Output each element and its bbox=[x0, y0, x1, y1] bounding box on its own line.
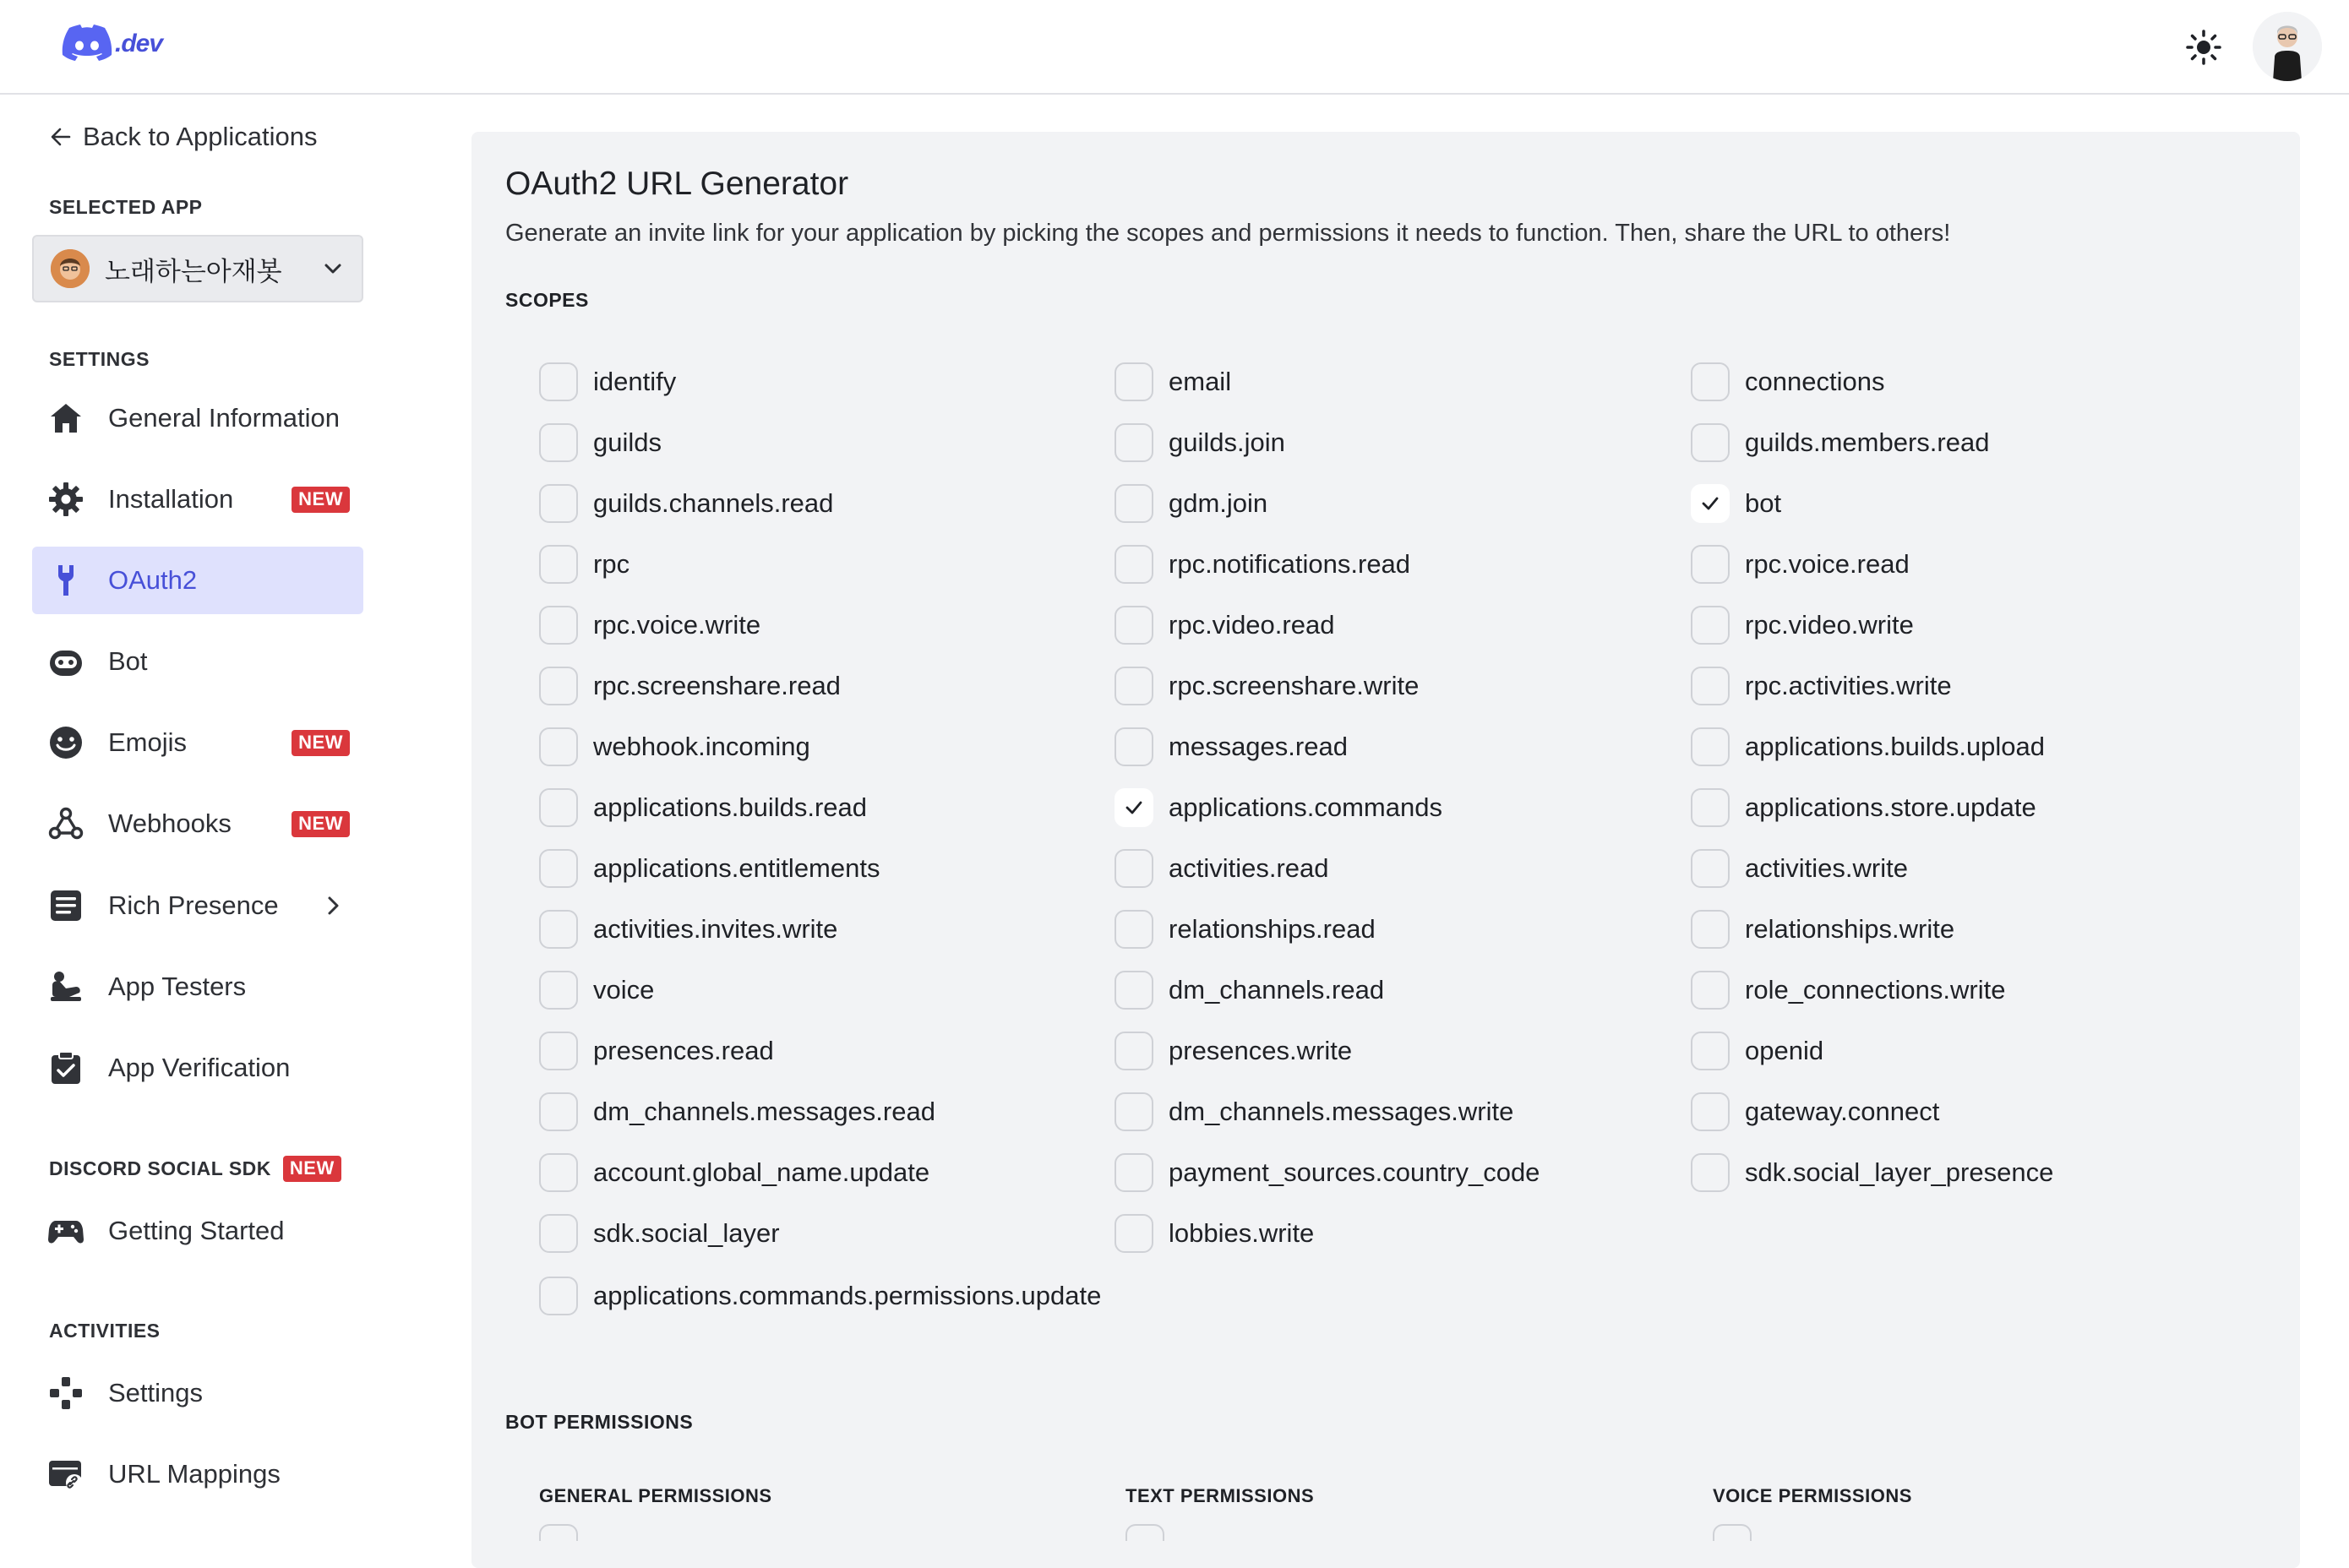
scope-option[interactable] bbox=[1115, 907, 1376, 951]
sidebar-item-label: Settings bbox=[108, 1378, 204, 1407]
scope-checkbox[interactable] bbox=[539, 545, 578, 584]
robot-icon bbox=[47, 643, 84, 680]
scope-option[interactable] bbox=[1691, 1090, 1939, 1134]
scope-checkbox[interactable] bbox=[539, 1092, 578, 1131]
scope-option[interactable] bbox=[1115, 421, 1285, 465]
clipboard-check-icon bbox=[47, 1049, 84, 1086]
scope-checkbox[interactable] bbox=[1115, 1032, 1153, 1070]
scope-checkbox[interactable] bbox=[539, 1153, 578, 1192]
sidebar-item-label: Emojis bbox=[108, 727, 188, 757]
sidebar-item-label: Installation bbox=[108, 484, 234, 514]
scope-label: gdm.join bbox=[1169, 488, 1268, 518]
scope-checkbox[interactable] bbox=[1115, 484, 1153, 523]
scope-label: rpc.notifications.read bbox=[1169, 549, 1411, 579]
scope-label: identify bbox=[593, 367, 677, 396]
scope-option[interactable] bbox=[1115, 664, 1419, 708]
scope-label: applications.commands bbox=[1169, 792, 1442, 822]
activities-heading: ACTIVITIES bbox=[49, 1320, 161, 1342]
bot-permissions-heading: BOT PERMISSIONS bbox=[505, 1411, 694, 1433]
text-permissions-heading: TEXT PERMISSIONS bbox=[1125, 1485, 1315, 1506]
scope-checkbox[interactable] bbox=[1115, 727, 1153, 766]
scope-option[interactable] bbox=[539, 1211, 780, 1255]
sidebar bbox=[0, 96, 439, 1531]
sun-icon bbox=[2185, 29, 2222, 66]
sidebar-item-rich-presence[interactable] bbox=[32, 872, 363, 939]
scope-option[interactable] bbox=[1691, 786, 2036, 830]
scope-checkbox[interactable] bbox=[539, 788, 578, 827]
permission-checkbox[interactable] bbox=[539, 1524, 578, 1541]
scope-label: applications.commands.permissions.update bbox=[593, 1281, 1102, 1310]
user-avatar[interactable] bbox=[2253, 12, 2322, 81]
scope-checkbox[interactable] bbox=[1691, 1153, 1730, 1192]
settings-heading: SETTINGS bbox=[49, 348, 150, 370]
app-selector-dropdown[interactable] bbox=[32, 235, 363, 302]
sidebar-item-label: App Testers bbox=[108, 972, 247, 1001]
scope-checkbox[interactable] bbox=[1115, 1092, 1153, 1131]
discord-logo-icon bbox=[61, 24, 113, 64]
scope-label: account.global_name.update bbox=[593, 1157, 930, 1187]
scope-label: voice bbox=[593, 975, 655, 1004]
check-icon bbox=[1699, 493, 1721, 514]
check-icon bbox=[1123, 797, 1145, 819]
gear-icon bbox=[47, 481, 84, 518]
scope-label: bot bbox=[1745, 488, 1782, 518]
scope-label: activities.read bbox=[1169, 853, 1329, 883]
oauth2-url-generator-panel bbox=[471, 132, 2300, 1568]
scope-checkbox[interactable] bbox=[1691, 788, 1730, 827]
scope-label: relationships.write bbox=[1745, 914, 1955, 944]
sidebar-item-label: General Information bbox=[108, 403, 340, 433]
scope-option[interactable] bbox=[1691, 482, 1781, 525]
chevron-down-icon bbox=[321, 257, 345, 280]
scope-option[interactable] bbox=[539, 360, 676, 404]
scope-option[interactable] bbox=[539, 1274, 1101, 1318]
sidebar-item-label: Getting Started bbox=[108, 1216, 285, 1245]
scope-label: activities.invites.write bbox=[593, 914, 838, 944]
logo-text: .dev bbox=[115, 30, 163, 57]
scope-checkbox[interactable] bbox=[1115, 667, 1153, 705]
scope-option[interactable] bbox=[539, 482, 833, 525]
scope-checkbox-checked[interactable] bbox=[1691, 484, 1730, 523]
scope-option[interactable] bbox=[539, 664, 841, 708]
scope-label: guilds.members.read bbox=[1745, 427, 1990, 457]
back-label: Back to Applications bbox=[83, 122, 318, 151]
scope-option[interactable] bbox=[1691, 968, 2005, 1012]
theme-toggle-button[interactable] bbox=[2180, 24, 2227, 71]
scope-option[interactable] bbox=[539, 968, 654, 1012]
scope-label: dm_channels.messages.read bbox=[593, 1097, 935, 1126]
scope-option[interactable] bbox=[1691, 1029, 1823, 1073]
page-title: OAuth2 URL Generator bbox=[505, 166, 849, 202]
scope-option[interactable] bbox=[539, 421, 662, 465]
scope-option[interactable] bbox=[1115, 482, 1267, 525]
scope-label: sdk.social_layer_presence bbox=[1745, 1157, 2054, 1187]
scope-label: sdk.social_layer bbox=[593, 1218, 780, 1248]
scope-label: rpc bbox=[593, 549, 630, 579]
webhook-icon bbox=[47, 805, 84, 842]
new-badge: NEW bbox=[292, 730, 350, 756]
scope-checkbox[interactable] bbox=[1691, 545, 1730, 584]
scope-checkbox[interactable] bbox=[539, 667, 578, 705]
scope-label: dm_channels.read bbox=[1169, 975, 1385, 1004]
scope-label: applications.store.update bbox=[1745, 792, 2036, 822]
scope-label: applications.entitlements bbox=[593, 853, 880, 883]
scope-option[interactable] bbox=[1115, 847, 1329, 890]
scope-label: webhook.incoming bbox=[593, 732, 810, 761]
home-icon bbox=[47, 400, 84, 437]
sidebar-item-label: Bot bbox=[108, 646, 148, 676]
scope-option[interactable] bbox=[1691, 603, 1914, 647]
scope-label: rpc.voice.read bbox=[1745, 549, 1910, 579]
smile-icon bbox=[47, 724, 84, 761]
scope-label: presences.read bbox=[593, 1036, 774, 1065]
scope-option[interactable] bbox=[1691, 847, 1908, 890]
sidebar-item-label: OAuth2 bbox=[108, 565, 198, 595]
sidebar-item-getting-started[interactable] bbox=[32, 1197, 363, 1265]
scope-label: messages.read bbox=[1169, 732, 1348, 761]
permission-checkbox[interactable] bbox=[1125, 1524, 1164, 1541]
app-avatar-image bbox=[51, 249, 90, 288]
sidebar-item-oauth2[interactable] bbox=[32, 547, 363, 614]
top-bar bbox=[0, 0, 2349, 95]
new-badge: NEW bbox=[283, 1156, 341, 1182]
scope-label: guilds.channels.read bbox=[593, 488, 834, 518]
app-avatar bbox=[51, 249, 90, 288]
scope-label: payment_sources.country_code bbox=[1169, 1157, 1540, 1187]
scope-checkbox[interactable] bbox=[1691, 910, 1730, 949]
scope-checkbox[interactable] bbox=[1691, 1032, 1730, 1070]
wrench-icon bbox=[47, 562, 84, 599]
scope-option[interactable] bbox=[1691, 664, 1952, 708]
chevron-right-icon bbox=[321, 894, 345, 917]
sidebar-item-url-mappings[interactable] bbox=[32, 1440, 363, 1508]
scope-option[interactable] bbox=[1691, 421, 1989, 465]
voice-permissions-heading: VOICE PERMISSIONS bbox=[1713, 1485, 1912, 1506]
scope-label: guilds bbox=[593, 427, 662, 457]
scope-checkbox[interactable] bbox=[539, 971, 578, 1010]
scope-label: email bbox=[1169, 367, 1232, 396]
scope-option[interactable] bbox=[539, 725, 810, 769]
scope-label: gateway.connect bbox=[1745, 1097, 1940, 1126]
sidebar-item-label: Rich Presence bbox=[108, 890, 279, 920]
scope-option[interactable] bbox=[539, 786, 867, 830]
scope-label: connections bbox=[1745, 367, 1885, 396]
scope-checkbox[interactable] bbox=[539, 727, 578, 766]
scope-option[interactable] bbox=[1691, 360, 1884, 404]
avatar-image bbox=[2253, 12, 2322, 81]
scope-checkbox[interactable] bbox=[1691, 606, 1730, 645]
scope-label: dm_channels.messages.write bbox=[1169, 1097, 1514, 1126]
selected-app-name: 노래하는아재봇 bbox=[105, 256, 282, 287]
dpad-icon bbox=[47, 1375, 84, 1412]
scope-checkbox[interactable] bbox=[1691, 727, 1730, 766]
scope-checkbox[interactable] bbox=[539, 484, 578, 523]
scope-option[interactable] bbox=[1115, 360, 1231, 404]
scope-checkbox[interactable] bbox=[539, 910, 578, 949]
scope-checkbox[interactable] bbox=[539, 849, 578, 888]
scope-checkbox[interactable] bbox=[539, 1214, 578, 1253]
scope-checkbox[interactable] bbox=[1691, 1092, 1730, 1131]
selected-app-heading: SELECTED APP bbox=[49, 196, 203, 218]
sidebar-item-label: Webhooks bbox=[108, 808, 232, 838]
list-icon bbox=[47, 887, 84, 924]
scope-option[interactable] bbox=[1115, 786, 1442, 830]
scope-label: activities.write bbox=[1745, 853, 1908, 883]
scope-option[interactable] bbox=[539, 542, 629, 586]
scope-option[interactable] bbox=[1115, 1029, 1352, 1073]
scope-option[interactable] bbox=[1115, 1151, 1540, 1195]
scope-option[interactable] bbox=[1691, 725, 2045, 769]
scope-label: lobbies.write bbox=[1169, 1218, 1315, 1248]
scope-label: rpc.video.read bbox=[1169, 610, 1335, 640]
sidebar-item-activities-settings[interactable] bbox=[32, 1359, 363, 1427]
scope-option[interactable] bbox=[1115, 1211, 1314, 1255]
scope-checkbox[interactable] bbox=[1115, 1214, 1153, 1253]
scope-label: role_connections.write bbox=[1745, 975, 2006, 1004]
scope-option[interactable] bbox=[1115, 1090, 1513, 1134]
scope-label: openid bbox=[1745, 1036, 1824, 1065]
scope-checkbox[interactable] bbox=[1691, 849, 1730, 888]
sidebar-item-label: URL Mappings bbox=[108, 1459, 281, 1489]
sidebar-item-label: App Verification bbox=[108, 1053, 291, 1082]
scope-label: relationships.read bbox=[1169, 914, 1376, 944]
scope-option[interactable] bbox=[1115, 968, 1384, 1012]
sidebar-item-installation[interactable] bbox=[32, 466, 363, 533]
scope-label: rpc.screenshare.write bbox=[1169, 671, 1420, 700]
link-window-icon bbox=[47, 1456, 84, 1493]
scope-checkbox[interactable] bbox=[1691, 971, 1730, 1010]
scope-checkbox[interactable] bbox=[539, 1277, 578, 1315]
permission-checkbox[interactable] bbox=[1713, 1524, 1752, 1541]
scope-option[interactable] bbox=[539, 603, 760, 647]
scope-option[interactable] bbox=[539, 1090, 935, 1134]
scope-label: rpc.video.write bbox=[1745, 610, 1914, 640]
scope-checkbox[interactable] bbox=[539, 362, 578, 401]
scope-option[interactable] bbox=[539, 907, 837, 951]
scope-checkbox[interactable] bbox=[1115, 910, 1153, 949]
scope-option[interactable] bbox=[1691, 1151, 2053, 1195]
scope-option[interactable] bbox=[539, 1151, 929, 1195]
scope-checkbox[interactable] bbox=[1115, 1153, 1153, 1192]
sidebar-item-general-information[interactable] bbox=[32, 384, 363, 452]
scope-checkbox[interactable] bbox=[539, 423, 578, 462]
scope-label: rpc.screenshare.read bbox=[593, 671, 841, 700]
scope-option[interactable] bbox=[539, 1029, 774, 1073]
discord-dev-logo[interactable] bbox=[61, 24, 162, 64]
arrow-left-icon bbox=[49, 125, 73, 149]
scope-option[interactable] bbox=[1115, 542, 1410, 586]
scope-checkbox[interactable] bbox=[1115, 606, 1153, 645]
scope-checkbox[interactable] bbox=[539, 606, 578, 645]
tester-icon bbox=[47, 968, 84, 1005]
scope-checkbox[interactable] bbox=[1115, 362, 1153, 401]
scope-checkbox[interactable] bbox=[1691, 362, 1730, 401]
sidebar-item-webhooks[interactable] bbox=[32, 790, 363, 858]
scope-option[interactable] bbox=[1115, 725, 1348, 769]
scope-label: guilds.join bbox=[1169, 427, 1285, 457]
scope-label: rpc.voice.write bbox=[593, 610, 761, 640]
scope-checkbox[interactable] bbox=[1115, 423, 1153, 462]
scope-label: presences.write bbox=[1169, 1036, 1353, 1065]
sidebar-item-bot[interactable] bbox=[32, 628, 363, 695]
back-to-applications-link[interactable] bbox=[49, 122, 317, 152]
page-description: Generate an invite link for your application by picking the scopes and permissions it needs to function. Then, share the URL to others! bbox=[505, 220, 1951, 247]
scope-option[interactable] bbox=[1691, 542, 1910, 586]
scope-label: applications.builds.read bbox=[593, 792, 867, 822]
scopes-heading: SCOPES bbox=[505, 289, 589, 311]
scope-checkbox[interactable] bbox=[1115, 545, 1153, 584]
new-badge: NEW bbox=[292, 487, 350, 513]
sidebar-item-app-verification[interactable] bbox=[32, 1034, 363, 1102]
scope-checkbox[interactable] bbox=[1115, 849, 1153, 888]
scope-option[interactable] bbox=[1115, 603, 1334, 647]
scope-checkbox[interactable] bbox=[1691, 667, 1730, 705]
scope-label: rpc.activities.write bbox=[1745, 671, 1952, 700]
scope-option[interactable] bbox=[539, 847, 880, 890]
scope-checkbox[interactable] bbox=[539, 1032, 578, 1070]
scope-checkbox-checked[interactable] bbox=[1115, 788, 1153, 827]
sidebar-item-emojis[interactable] bbox=[32, 709, 363, 776]
new-badge: NEW bbox=[292, 811, 350, 837]
general-permissions-heading: GENERAL PERMISSIONS bbox=[539, 1485, 772, 1506]
scope-option[interactable] bbox=[1691, 907, 1954, 951]
scope-checkbox[interactable] bbox=[1115, 971, 1153, 1010]
sidebar-item-app-testers[interactable] bbox=[32, 953, 363, 1021]
discord-social-sdk-heading bbox=[49, 1156, 341, 1182]
social-sdk-heading-text: DISCORD SOCIAL SDK bbox=[49, 1157, 271, 1179]
scope-label: applications.builds.upload bbox=[1745, 732, 2046, 761]
gamepad-icon bbox=[47, 1212, 84, 1250]
scope-checkbox[interactable] bbox=[1691, 423, 1730, 462]
